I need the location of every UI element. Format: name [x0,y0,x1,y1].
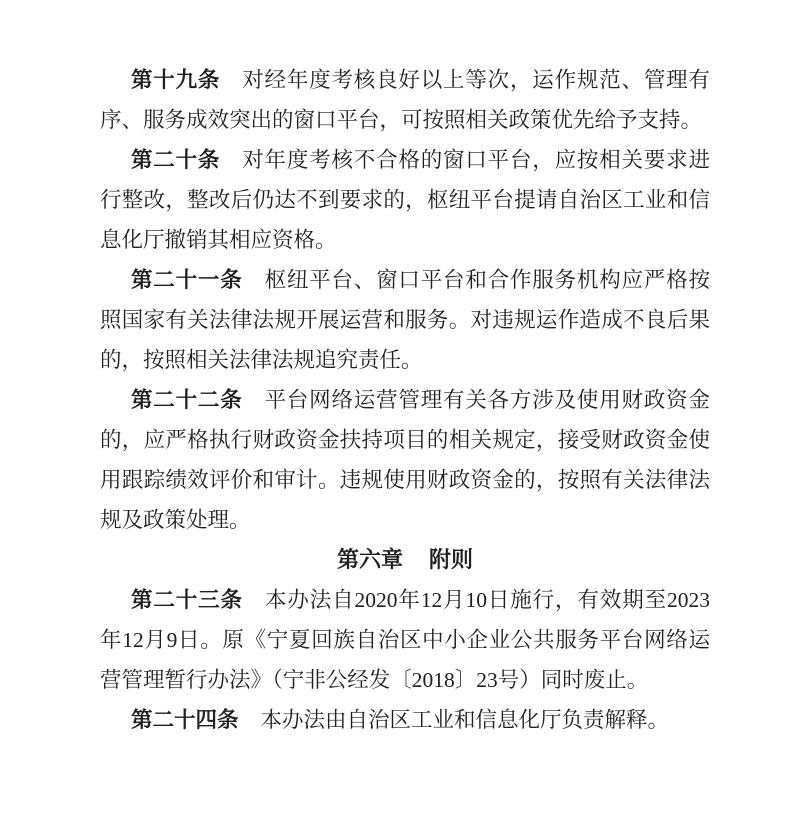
article-20-text: 对年度考核不合格的窗口平台，应按相关要求进行整改，整改后仍达不到要求的，枢纽平台提请自治区工业和信息化厅撤销其相应资格。 [100,148,710,252]
article-19-number: 第十九条 [131,68,221,92]
article-24-text: 本办法由自治区工业和信息化厅负责解释。 [260,708,670,732]
paragraph-article-24 [100,700,710,740]
article-22-text: 平台网络运营管理有关各方涉及使用财政资金的，应严格执行财政资金扶持项目的相关规定，接受财政资金使用跟踪绩效评价和审计。违规使用财政资金的，按照有关法律法规及政策处理。 [100,388,710,532]
chapter-title: 附则 [429,547,474,572]
article-23-number: 第二十三条 [131,588,243,612]
article-20-number: 第二十条 [131,148,221,172]
article-21-text: 枢纽平台、窗口平台和合作服务机构应严格按照国家有关法律法规开展运营和服务。对违规运作造成不良后果的，按照相关法律法规追究责任。 [100,268,710,372]
article-23-text: 本办法自2020年12月10日施行，有效期至2023年12月9日。原《宁夏回族自治区中小企业公共服务平台网络运营管理暂行办法》（宁非公经发〔2018〕23号）同时废止。 [100,588,710,692]
paragraph-article-19 [100,60,710,140]
paragraph-article-22 [100,380,710,540]
paragraph-article-20 [100,140,710,260]
article-19-text: 对经年度考核良好以上等次，运作规范、管理有序、服务成效突出的窗口平台，可按照相关政策优先给予支持。 [100,68,710,132]
paragraph-article-21 [100,260,710,380]
article-21-number: 第二十一条 [131,268,243,292]
chapter-heading [100,540,710,580]
article-22-number: 第二十二条 [131,388,243,412]
chapter-number: 第六章 [336,547,403,572]
paragraph-article-23 [100,580,710,700]
article-24-number: 第二十四条 [131,708,239,732]
